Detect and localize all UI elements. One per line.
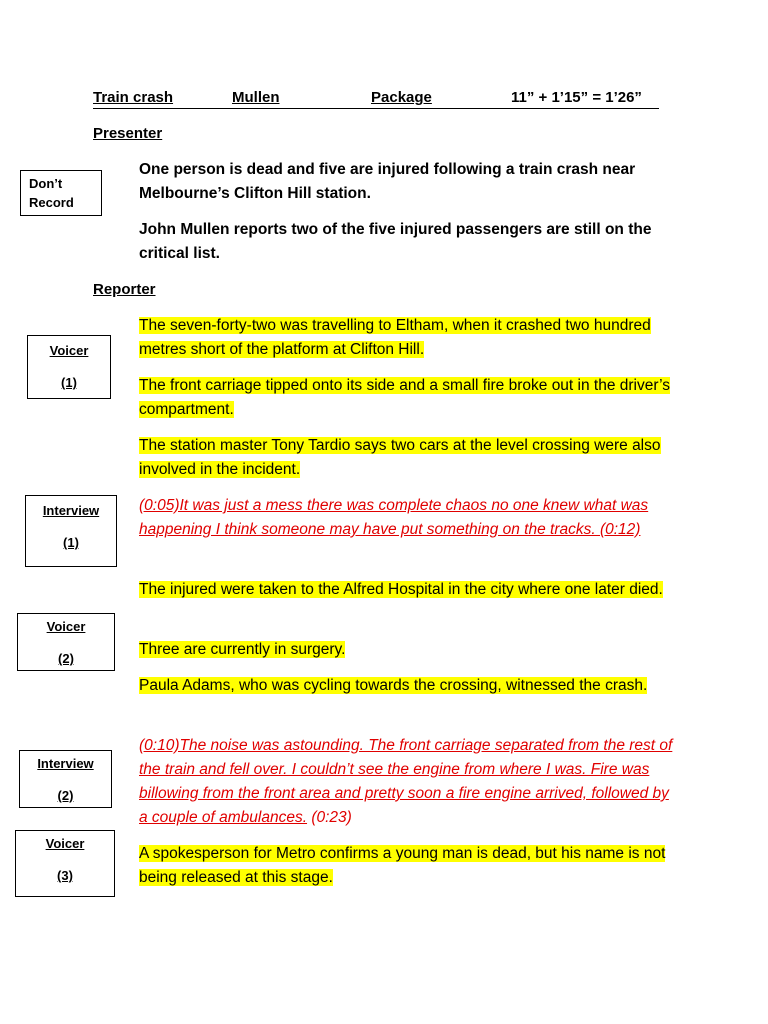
reporter-para-2-text: The front carriage tipped onto its side and a small fire broke out in the driver’s compartment. bbox=[139, 377, 671, 418]
interview-1-type: Interview bbox=[42, 503, 100, 518]
voicer-3-box bbox=[15, 830, 115, 897]
duration-label: 11” + 1’15” = 1’26” bbox=[511, 89, 642, 106]
voicer-2-box bbox=[17, 613, 115, 671]
presenter-intro-1: One person is dead and five are injured following a train crash near Melbourne’s Clifton Hill station. bbox=[139, 161, 636, 202]
voicer-2-num: (2) bbox=[58, 651, 74, 666]
reporter-para-5-text: Three are currently in surgery. bbox=[139, 641, 346, 658]
dont-record-box bbox=[20, 170, 102, 216]
format-label: Package bbox=[371, 89, 432, 106]
voicer-3-num: (3) bbox=[57, 868, 73, 883]
reporter-para-1-text: The seven-forty-two was travelling to Eltham, when it crashed two hundred metres short of the platform at Clifton Hill. bbox=[139, 317, 651, 358]
reporter-para-3 bbox=[139, 434, 679, 482]
reporter-para-6 bbox=[139, 674, 659, 698]
interview-2-quote bbox=[139, 734, 674, 830]
interview-1-box bbox=[25, 495, 117, 567]
reporter-para-4-text: The injured were taken to the Alfred Hospital in the city where one later died. bbox=[139, 581, 663, 598]
voicer-2-type: Voicer bbox=[46, 619, 86, 634]
reporter-para-5 bbox=[139, 638, 679, 662]
reporter-para-4 bbox=[139, 578, 671, 602]
voicer-1-box bbox=[27, 335, 111, 399]
reporter-para-6-text: Paula Adams, who was cycling towards the crossing, witnessed the crash. bbox=[139, 677, 648, 694]
voicer-3-type: Voicer bbox=[45, 836, 85, 851]
interview-1-quote-text: (0:05)It was just a mess there was complete chaos no one knew what was happening I think someone may have put something on the tracks. (0:12) bbox=[139, 497, 649, 538]
interview-2-quote-text: (0:10)The noise was astounding. The front carriage separated from the rest of the train and fell over. I couldn’t see the engine from where I was. Fire was billowing from the front area and pretty soon a fire engine arrived, followed by a couple of ambulances. bbox=[139, 737, 673, 826]
dont-record-line2: Record bbox=[29, 195, 74, 210]
interview-2-num: (2) bbox=[57, 788, 74, 803]
interview-1-num: (1) bbox=[63, 535, 79, 550]
dont-record-line1: Don’t bbox=[29, 176, 63, 191]
interview-2-type: Interview bbox=[37, 756, 94, 771]
interview-1-quote bbox=[139, 494, 669, 542]
reporter-label: Reporter bbox=[93, 281, 156, 298]
interview-2-out-cue: (0:23) bbox=[311, 809, 352, 826]
voicer-1-type: Voicer bbox=[49, 343, 89, 358]
presenter-intro-2: John Mullen reports two of the five injured passengers are still on the critical list. bbox=[139, 221, 652, 262]
reporter-name: Mullen bbox=[232, 89, 280, 106]
presenter-label: Presenter bbox=[93, 125, 163, 142]
reporter-para-1 bbox=[139, 314, 679, 362]
reporter-para-7 bbox=[139, 842, 679, 890]
interview-2-box bbox=[19, 750, 112, 808]
reporter-para-3-text: The station master Tony Tardio says two cars at the level crossing were also involved in the incident. bbox=[139, 437, 661, 478]
reporter-para-2 bbox=[139, 374, 679, 422]
story-title: Train crash bbox=[93, 89, 174, 106]
reporter-para-7-text: A spokesperson for Metro confirms a young man is dead, but his name is not being released at this stage. bbox=[139, 845, 666, 886]
script-header bbox=[93, 88, 659, 109]
voicer-1-num: (1) bbox=[61, 375, 77, 390]
